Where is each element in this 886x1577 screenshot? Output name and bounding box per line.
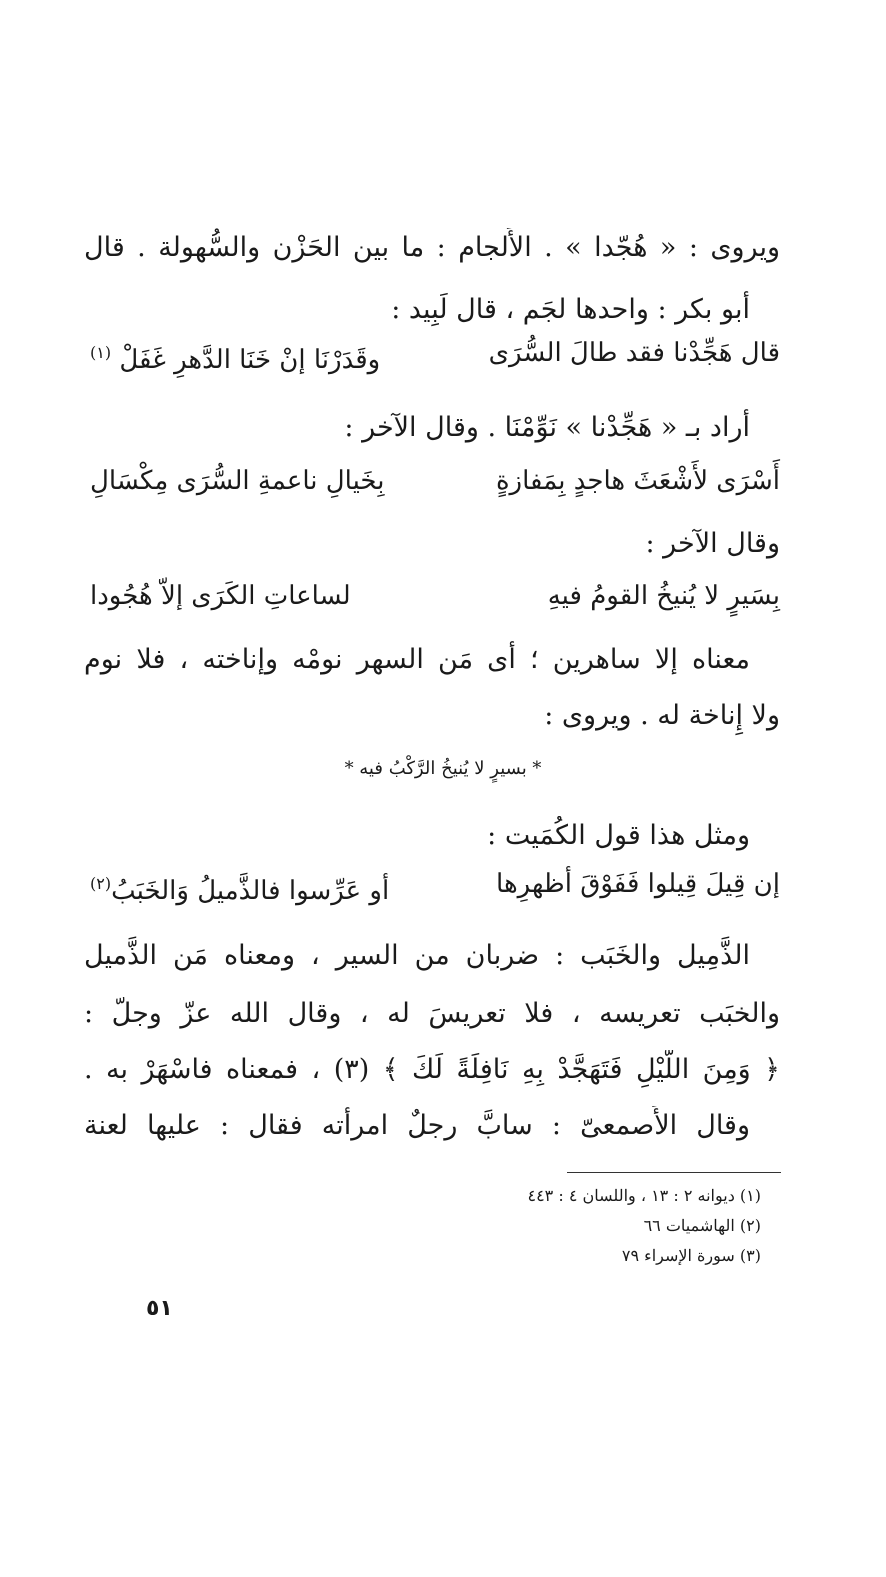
text-line: وقال الأَصمعىّ : سابَّ رجلٌ امرأَته فقال : عليها لعنة <box>84 1110 750 1141</box>
verse-first-hemistich: أَسْرَى لأَشْعَثَ هاجدٍ بِمَفازةٍ <box>495 466 780 496</box>
footnote-separator <box>567 1172 781 1173</box>
text-line: ﴿ وَمِنَ اللَّيْلِ فَتَهَجَّدْ بِهِ نَافِلَةً لَكَ ﴾ (٣) ، فمعناه فاسْهَرْ به . <box>84 1054 780 1085</box>
footnote: (١) ديوانه ٢ : ١٣ ، واللسان ٤ : ٤٤٣ <box>527 1186 761 1205</box>
text-line: ويروى : « هُجّدا » . الأَلجام : ما بين الحَزْن والسُّهولة . قال <box>84 232 780 263</box>
text-line: أَبو بكر : واحدها لجَم ، قال لَبِيد : <box>391 294 750 325</box>
hemistich-text: وقَدَرْنَا إنْ خَنَا الدَّهرِ غَفَلْ <box>119 344 381 375</box>
page-number: ٥١ <box>146 1296 173 1321</box>
half-verse-quote: * بسيرٍ لا يُنيخُ الرَّكْبُ فيه * <box>344 758 542 779</box>
text-line: ومثل هذا قول الكُمَيت : <box>487 820 750 851</box>
text-line: الذَّمِيل والخَبَب : ضربان من السير ، ومعناه مَن الذَّميل <box>84 940 750 971</box>
text-line: أَراد بـ « هَجِّدْنا » نَوِّمْنَا . وقال الآخر : <box>344 412 750 443</box>
footnote-marker: (٢) <box>90 874 112 893</box>
text-line: ولا إِناخة له . ويروى : <box>544 700 780 731</box>
poem-verse <box>90 576 780 620</box>
verse-second-hemistich <box>90 333 380 377</box>
poem-verse <box>90 864 780 908</box>
verse-first-hemistich: بِسَيرٍ لا يُنيخُ القومُ فيهِ <box>547 581 780 611</box>
text-line: والخبَب تعريسه ، فلا تعريسَ له ، وقال الله عزّ وجلّ : <box>84 998 780 1029</box>
verse-second-hemistich: بِخَيالِ ناعمةِ السُّرَى مِكْسَالِ <box>90 466 385 496</box>
footnote: (٣) سورة الإسراء ٧٩ <box>621 1246 761 1265</box>
verse-first-hemistich: قال هَجِّدْنا فقد طالَ السُّرَى <box>488 338 780 368</box>
text-line: معناه إلا ساهرين ؛ أَى مَن السهر نومْه وإناخته ، فلا نوم <box>84 644 750 675</box>
hemistich-text: أو عَرِّسوا فالذَّميلُ وَالخَبَبُ <box>111 875 390 906</box>
text-line: وقال الآخر : <box>645 528 780 559</box>
verse-second-hemistich: لساعاتِ الكَرَى إلاّ هُجُودا <box>90 581 351 611</box>
poem-verse <box>90 461 780 505</box>
poem-verse <box>90 333 780 377</box>
footnote: (٢) الهاشميات ٦٦ <box>643 1216 761 1235</box>
footnote-marker: (١) <box>90 343 112 362</box>
verse-first-hemistich: إن قِيلَ قِيلوا فَفَوْقَ أظهرِها <box>496 869 780 899</box>
verse-second-hemistich <box>90 864 389 908</box>
